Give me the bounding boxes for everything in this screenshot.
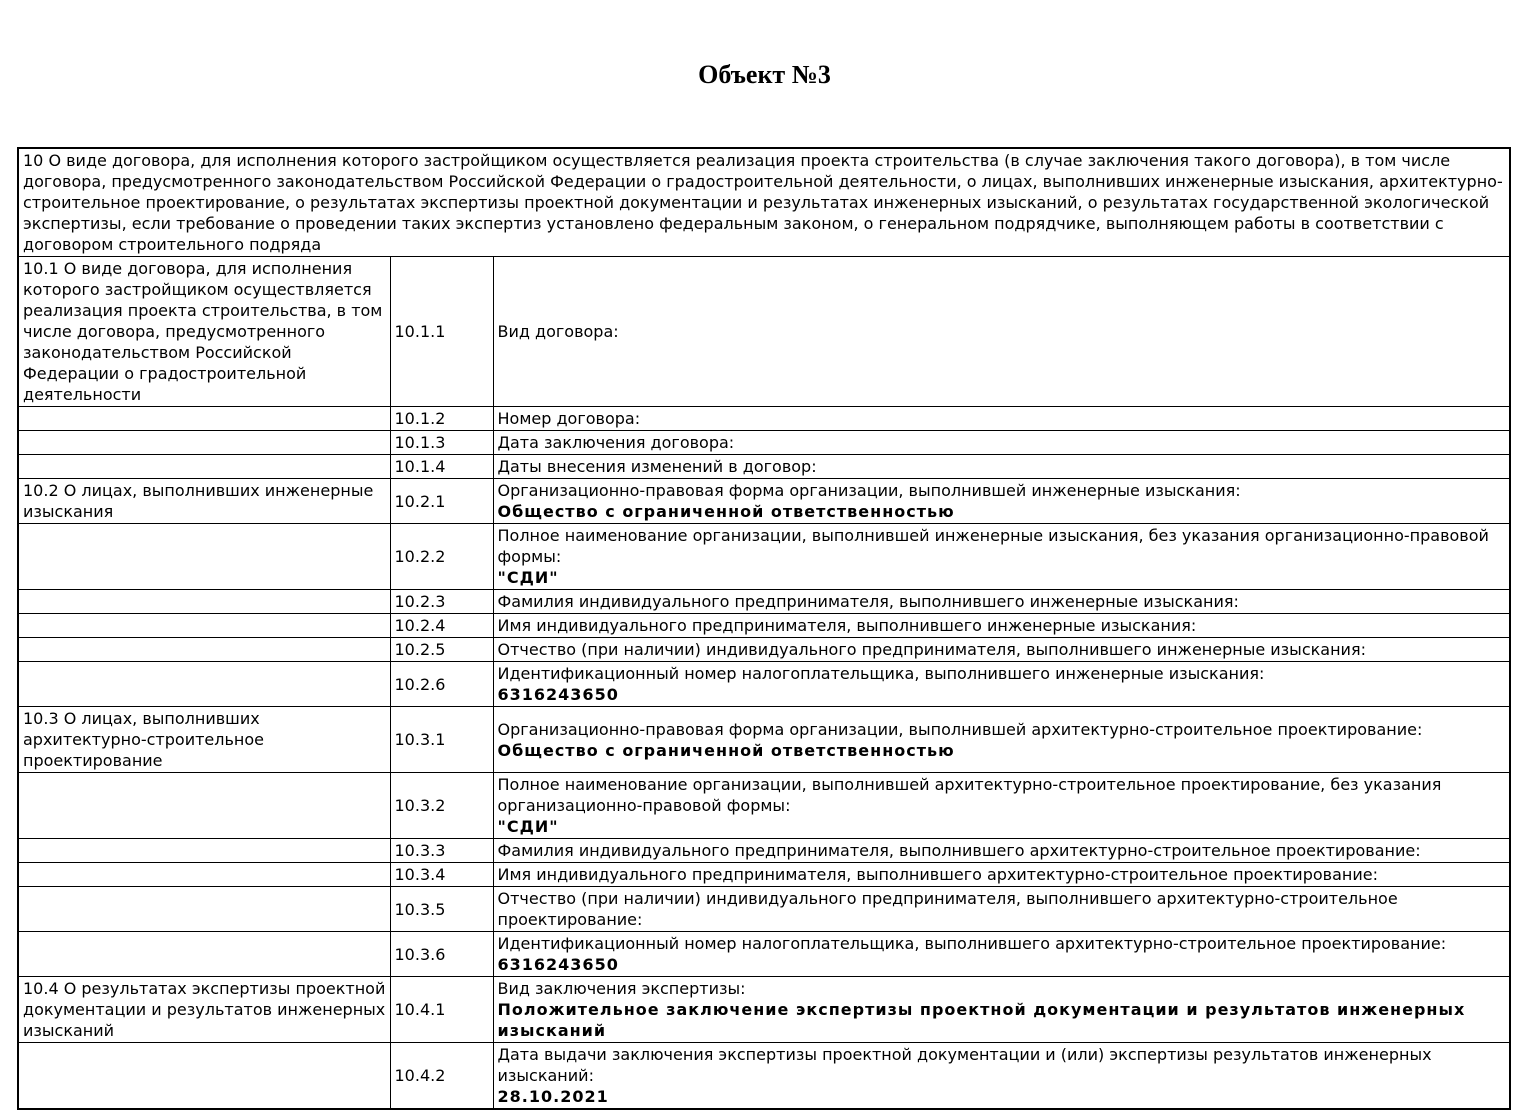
row-content-cell [493, 590, 1510, 614]
table-row [18, 524, 1510, 590]
table-row [18, 707, 1510, 773]
table-row [18, 863, 1510, 887]
row-number-cell: 10.3.3 [390, 839, 493, 863]
row-content-cell [493, 773, 1510, 839]
row-section-cell [18, 431, 390, 455]
field-value: 6316243650 [497, 685, 619, 704]
row-section-cell: 10.2 О лицах, выполнивших инженерные изыскания [18, 479, 390, 524]
row-content-cell [493, 479, 1510, 524]
row-section-cell [18, 932, 390, 977]
field-value: Общество с ограниченной ответственностью [497, 502, 955, 521]
field-label: Имя индивидуального предпринимателя, выполнившего архитектурно-строительное проектирование: [497, 865, 1378, 884]
row-content-cell [493, 932, 1510, 977]
row-number-cell: 10.3.5 [390, 887, 493, 932]
row-number-cell: 10.2.4 [390, 614, 493, 638]
row-content-cell [493, 839, 1510, 863]
table-row [18, 407, 1510, 431]
row-number-cell: 10.4.1 [390, 977, 493, 1043]
row-section-cell [18, 662, 390, 707]
row-section-cell [18, 773, 390, 839]
row-content-cell [493, 1043, 1510, 1110]
field-value: "СДИ" [497, 817, 559, 836]
field-label: Идентификационный номер налогоплательщика, выполнившего инженерные изыскания: [497, 664, 1265, 683]
field-label: Полное наименование организации, выполнившей инженерные изыскания, без указания организационно-правовой формы: [497, 526, 1489, 566]
project-declaration-table [17, 147, 1511, 1110]
table-row [18, 455, 1510, 479]
row-number-cell: 10.2.6 [390, 662, 493, 707]
field-value: 28.10.2021 [497, 1087, 609, 1106]
field-label: Фамилия индивидуального предпринимателя, выполнившего инженерные изыскания: [497, 592, 1239, 611]
row-content-cell [493, 863, 1510, 887]
row-section-cell [18, 407, 390, 431]
page-title: Объект №3 [698, 60, 831, 89]
row-section-cell [18, 887, 390, 932]
section-header-row [18, 148, 1510, 257]
row-number-cell: 10.1.3 [390, 431, 493, 455]
table-row [18, 590, 1510, 614]
row-section-cell [18, 590, 390, 614]
table-row [18, 887, 1510, 932]
row-number-cell: 10.2.5 [390, 638, 493, 662]
field-label: Дата заключения договора: [497, 433, 735, 452]
section-10-header: 10 О виде договора, для исполнения которого застройщиком осуществляется реализация проекта строительства (в случае заключения такого договора), в том числе договора, предусмотренного законодательством Российской Федерации о градостроительной деятельности, о лицах, выполнивших инженерные изыскания, архитектурно-строительное проектирование, о результатах экспертизы проектной документации и результатах инженерных изысканий, о результатах государственной экологической экспертизы, если требование о проведении таких экспертиз установлено федеральным законом, о генеральном подрядчике, выполняющем работы в соответствии с договором строительного подряда [18, 148, 1510, 257]
table-row [18, 662, 1510, 707]
row-number-cell: 10.1.2 [390, 407, 493, 431]
field-label: Дата выдачи заключения экспертизы проектной документации и (или) экспертизы результатов инженерных изысканий: [497, 1045, 1432, 1085]
row-content-cell [493, 257, 1510, 407]
field-label: Вид заключения экспертизы: [497, 979, 746, 998]
field-label: Имя индивидуального предпринимателя, выполнившего инженерные изыскания: [497, 616, 1197, 635]
table-row [18, 614, 1510, 638]
row-content-cell [493, 887, 1510, 932]
row-number-cell: 10.4.2 [390, 1043, 493, 1110]
row-section-cell [18, 1043, 390, 1110]
row-content-cell [493, 977, 1510, 1043]
table-row [18, 257, 1510, 407]
row-content-cell [493, 431, 1510, 455]
table-row [18, 932, 1510, 977]
field-label: Организационно-правовая форма организации, выполнившей архитектурно-строительное проектирование: [497, 719, 1423, 739]
row-number-cell: 10.3.4 [390, 863, 493, 887]
row-number-cell: 10.3.6 [390, 932, 493, 977]
row-content-cell [493, 707, 1510, 773]
table-row [18, 431, 1510, 455]
field-value: 6316243650 [497, 955, 619, 974]
row-section-cell [18, 638, 390, 662]
row-content-cell [493, 638, 1510, 662]
row-section-cell [18, 455, 390, 479]
row-section-cell: 10.4 О результатах экспертизы проектной документации и результатов инженерных изысканий [18, 977, 390, 1043]
field-value: Общество с ограниченной ответственностью [497, 740, 955, 760]
field-label: Полное наименование организации, выполнившей архитектурно-строительное проектирование, без указания организационно-правовой формы: [497, 775, 1442, 815]
row-content-cell [493, 524, 1510, 590]
field-label: Даты внесения изменений в договор: [497, 457, 817, 476]
table-row [18, 773, 1510, 839]
row-section-cell [18, 524, 390, 590]
field-value: "СДИ" [497, 568, 559, 587]
row-content-cell [493, 455, 1510, 479]
row-content-cell [493, 407, 1510, 431]
table-row [18, 638, 1510, 662]
row-section-cell [18, 839, 390, 863]
table-row [18, 479, 1510, 524]
row-number-cell: 10.3.2 [390, 773, 493, 839]
table-row [18, 977, 1510, 1043]
row-number-cell: 10.1.1 [390, 257, 493, 407]
row-number-cell: 10.2.3 [390, 590, 493, 614]
field-value: Положительное заключение экспертизы проектной документации и результатов инженерных изысканий [497, 1000, 1466, 1040]
field-label: Отчество (при наличии) индивидуального предпринимателя, выполнившего инженерные изыскания: [497, 640, 1366, 659]
field-label: Организационно-правовая форма организации, выполнившей инженерные изыскания: [497, 481, 1241, 500]
field-label: Вид договора: [497, 322, 619, 341]
row-number-cell: 10.2.1 [390, 479, 493, 524]
field-label: Отчество (при наличии) индивидуального предпринимателя, выполнившего архитектурно-строительное проектирование: [497, 889, 1398, 929]
row-number-cell: 10.2.2 [390, 524, 493, 590]
row-number-cell: 10.3.1 [390, 707, 493, 773]
row-content-cell [493, 614, 1510, 638]
row-section-cell [18, 614, 390, 638]
row-section-cell [18, 863, 390, 887]
table-row [18, 1043, 1510, 1110]
row-number-cell: 10.1.4 [390, 455, 493, 479]
row-section-cell: 10.1 О виде договора, для исполнения которого застройщиком осуществляется реализация проекта строительства, в том числе договора, предусмотренного законодательством Российской Федерации о градостроительной деятельности [18, 257, 390, 407]
field-label: Идентификационный номер налогоплательщика, выполнившего архитектурно-строительное проектирование: [497, 934, 1447, 953]
row-section-cell: 10.3 О лицах, выполнивших архитектурно-строительное проектирование [18, 707, 390, 773]
table-row [18, 839, 1510, 863]
field-label: Номер договора: [497, 409, 641, 428]
row-content-cell [493, 662, 1510, 707]
field-label: Фамилия индивидуального предпринимателя, выполнившего архитектурно-строительное проектирование: [497, 841, 1421, 860]
table-body [18, 148, 1510, 1109]
